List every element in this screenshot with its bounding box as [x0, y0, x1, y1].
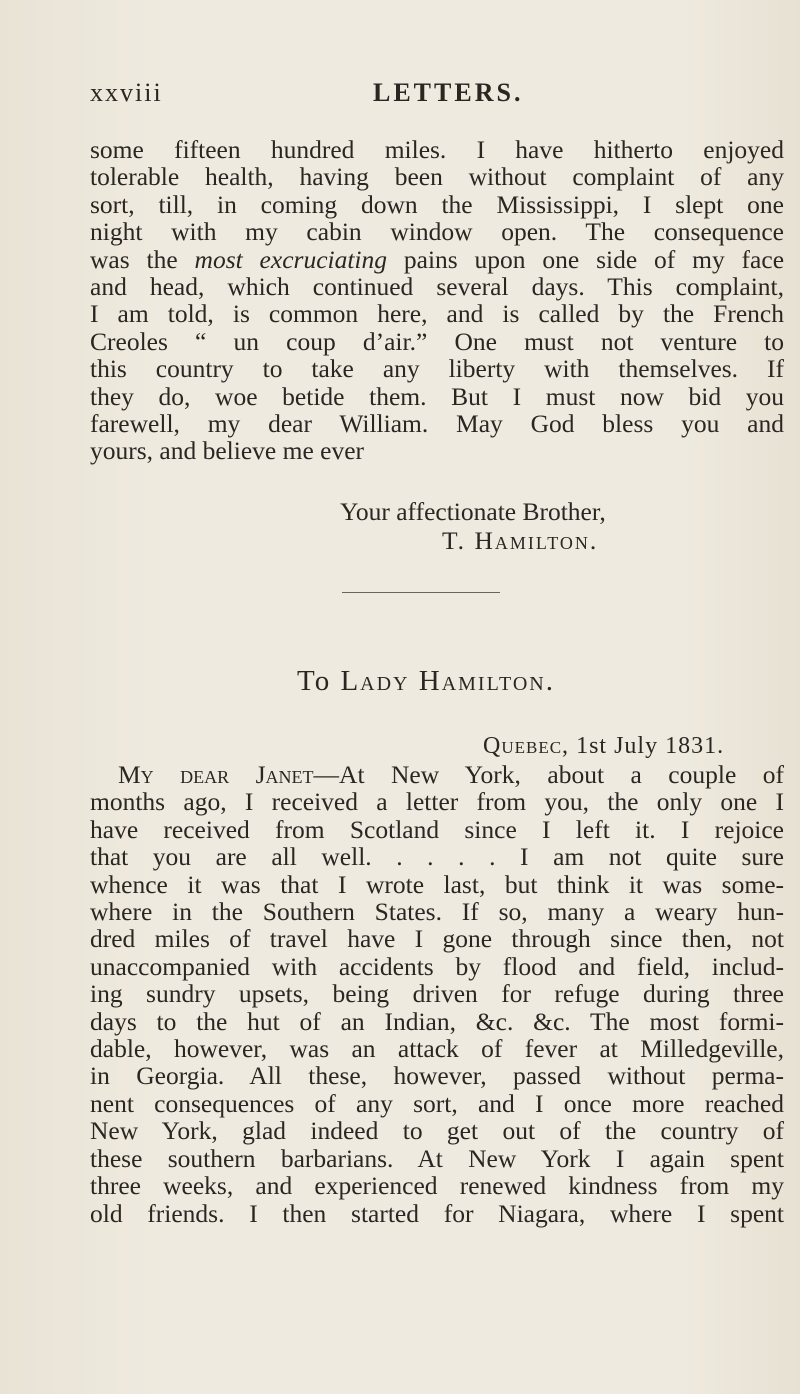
heading-name: Lady Hamilton.: [340, 665, 555, 697]
text-line: [90, 761, 784, 788]
text-fragment: —At New York, about a couple of: [313, 760, 784, 789]
text-line: months ago, I received a letter from you, the only one I: [90, 787, 784, 817]
signature: [442, 526, 598, 556]
letter-body-2: [90, 761, 784, 1227]
dateline: [483, 733, 724, 760]
text-line: dable, however, was an attack of fever at Milledgeville,: [90, 1034, 784, 1064]
text-line: in Georgia. All these, however, passed without perma-: [90, 1061, 784, 1091]
letter-heading: [297, 665, 555, 698]
salutation: My dear Janet: [118, 760, 314, 789]
dateline-date: 1st July 1831.: [576, 733, 725, 759]
text-line: have received from Scotland since I left it. I rejoice: [90, 814, 784, 844]
heading-to: To: [297, 665, 332, 697]
page-header: [90, 78, 780, 118]
text-line: New York, glad indeed to get out of the country of: [90, 1116, 784, 1146]
text-line: night with my cabin window open. The consequence: [90, 217, 784, 247]
signature-name: Hamilton.: [474, 526, 599, 555]
letter-body-1: [90, 136, 784, 465]
text-line: that you are all well. . . . . I am not quite sure: [90, 842, 784, 872]
text-line: these southern barbarians. At New York I again spent: [90, 1143, 784, 1173]
text-line: nent consequences of any sort, and I once more reached: [90, 1088, 784, 1118]
text-line: farewell, my dear William. May God bless you and: [90, 409, 784, 439]
text-fragment: was the: [90, 244, 178, 274]
text-line: days to the hut of an Indian, &c. &c. The most formi-: [90, 1006, 784, 1036]
text-line: sort, till, in coming down the Mississippi, I slept one: [90, 189, 784, 219]
text-line: whence it was that I wrote last, but think it was some-: [90, 869, 784, 899]
text-line: yours, and believe me ever: [90, 436, 365, 466]
text-line: I am told, is common here, and is called by the French: [90, 299, 784, 329]
text-line: [90, 246, 784, 273]
text-line: unaccompanied with accidents by flood and field, includ-: [90, 951, 784, 981]
text-fragment: pains upon one side of my face: [403, 244, 785, 274]
text-line: three weeks, and experienced renewed kindness from my: [90, 1171, 784, 1201]
running-head: LETTERS.: [373, 78, 524, 107]
closing: Your affectionate Brother,: [340, 497, 606, 526]
dateline-place: Quebec,: [483, 733, 570, 759]
signature-initial: T.: [442, 526, 467, 555]
page-number: xxviii: [90, 78, 163, 107]
text-line: tolerable health, having been without complaint of any: [90, 162, 784, 192]
text-line: and head, which continued several days. This complaint,: [90, 272, 784, 302]
section-divider: [342, 592, 500, 593]
text-line: Creoles “ un coup d’air.” One must not venture to: [90, 326, 784, 356]
text-line: this country to take any liberty with themselves. If: [90, 354, 784, 384]
text-line: some fifteen hundred miles. I have hitherto enjoyed: [90, 135, 784, 164]
text-line: where in the Southern States. If so, many a weary hun-: [90, 897, 784, 927]
text-line: ing sundry upsets, being driven for refuge during three: [90, 979, 784, 1009]
text-line: dred miles of travel have I gone through since then, not: [90, 924, 784, 954]
text-line: they do, woe betide them. But I must now bid you: [90, 381, 784, 411]
text-line: old friends. I then started for Niagara, where I spent: [90, 1198, 784, 1228]
emphasis: most excruciating: [194, 244, 388, 274]
